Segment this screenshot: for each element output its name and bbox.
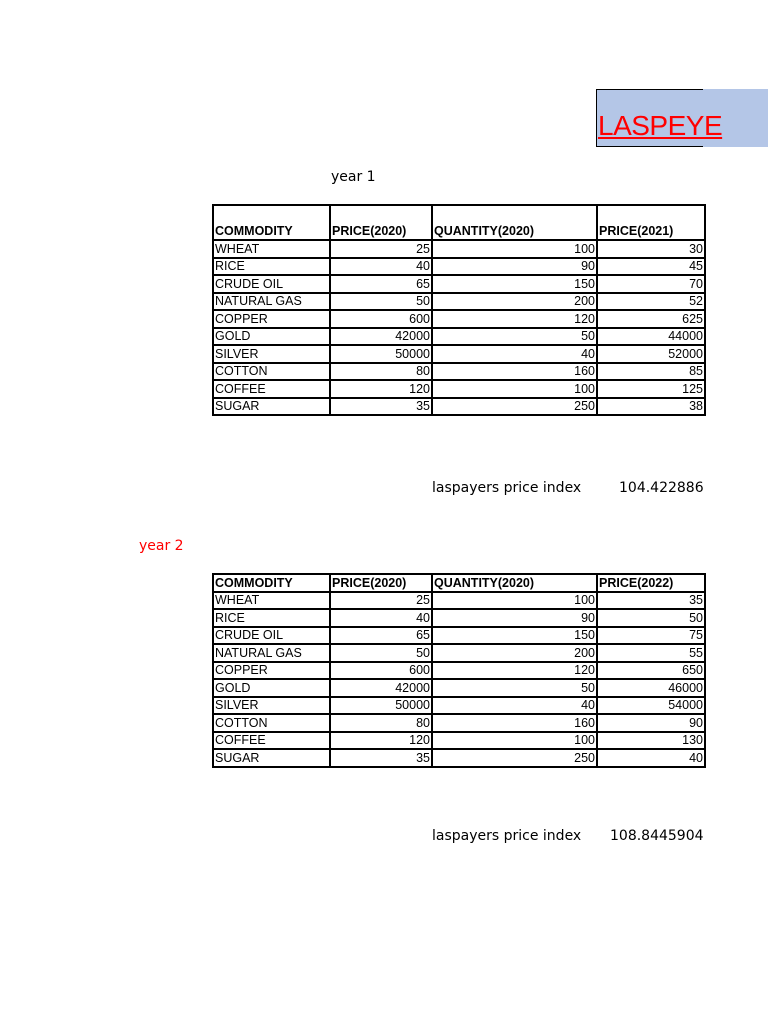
commodity-cell[interactable]: COFFEE [213, 380, 330, 398]
value-cell[interactable]: 35 [330, 398, 432, 416]
value-cell[interactable]: 200 [432, 293, 597, 311]
value-cell[interactable]: 25 [330, 592, 432, 610]
value-cell[interactable]: 44000 [597, 328, 705, 346]
title-cell[interactable] [596, 89, 723, 147]
value-cell[interactable]: 120 [330, 380, 432, 398]
value-cell[interactable]: 160 [432, 363, 597, 381]
value-cell[interactable]: 25 [330, 240, 432, 258]
table-row [213, 345, 705, 363]
commodity-cell[interactable]: WHEAT [213, 592, 330, 610]
value-cell[interactable]: 50 [597, 609, 705, 627]
commodity-cell[interactable]: RICE [213, 258, 330, 276]
column-header[interactable]: QUANTITY(2020) [432, 205, 597, 240]
value-cell[interactable]: 90 [432, 609, 597, 627]
value-cell[interactable]: 40 [432, 345, 597, 363]
value-cell[interactable]: 600 [330, 662, 432, 680]
column-header[interactable]: PRICE(2020) [330, 574, 432, 592]
year-2-index-value: 108.8445904 [610, 828, 704, 844]
year-1-table [212, 204, 706, 416]
value-cell[interactable]: 46000 [597, 679, 705, 697]
commodity-cell[interactable]: COPPER [213, 310, 330, 328]
table-row [213, 310, 705, 328]
year-1-index-value: 104.422886 [619, 480, 704, 496]
value-cell[interactable]: 200 [432, 644, 597, 662]
commodity-cell[interactable]: WHEAT [213, 240, 330, 258]
table-row [213, 732, 705, 750]
column-header[interactable]: PRICE(2021) [597, 205, 705, 240]
value-cell[interactable]: 650 [597, 662, 705, 680]
year-1-label: year 1 [331, 169, 376, 185]
commodity-cell[interactable]: NATURAL GAS [213, 644, 330, 662]
value-cell[interactable]: 65 [330, 627, 432, 645]
value-cell[interactable]: 40 [597, 749, 705, 767]
value-cell[interactable]: 120 [330, 732, 432, 750]
table-row [213, 398, 705, 416]
value-cell[interactable]: 42000 [330, 328, 432, 346]
commodity-cell[interactable]: SUGAR [213, 398, 330, 416]
year-2-label: year 2 [139, 538, 184, 554]
column-header[interactable]: QUANTITY(2020) [432, 574, 597, 592]
table-row [213, 275, 705, 293]
sheet-title: LASPEYE [598, 110, 723, 141]
table-row [213, 714, 705, 732]
table-row [213, 627, 705, 645]
value-cell[interactable]: 40 [330, 258, 432, 276]
value-cell[interactable]: 65 [330, 275, 432, 293]
value-cell[interactable]: 250 [432, 398, 597, 416]
value-cell[interactable]: 52000 [597, 345, 705, 363]
commodity-cell[interactable]: SILVER [213, 697, 330, 715]
commodity-cell[interactable]: NATURAL GAS [213, 293, 330, 311]
value-cell[interactable]: 250 [432, 749, 597, 767]
value-cell[interactable]: 85 [597, 363, 705, 381]
year-2-table [212, 573, 706, 768]
value-cell[interactable]: 120 [432, 310, 597, 328]
table-row [213, 662, 705, 680]
value-cell[interactable]: 600 [330, 310, 432, 328]
value-cell[interactable]: 50 [432, 679, 597, 697]
commodity-cell[interactable]: SUGAR [213, 749, 330, 767]
year-1-index-label: laspayers price index [432, 480, 582, 496]
commodity-cell[interactable]: COFFEE [213, 732, 330, 750]
value-cell[interactable]: 130 [597, 732, 705, 750]
table-row [213, 609, 705, 627]
value-cell[interactable]: 125 [597, 380, 705, 398]
value-cell[interactable]: 150 [432, 275, 597, 293]
commodity-cell[interactable]: CRUDE OIL [213, 627, 330, 645]
commodity-cell[interactable]: COPPER [213, 662, 330, 680]
commodity-cell[interactable]: RICE [213, 609, 330, 627]
table-row [213, 258, 705, 276]
commodity-cell[interactable]: GOLD [213, 679, 330, 697]
table-row [213, 592, 705, 610]
column-header[interactable]: PRICE(2020) [330, 205, 432, 240]
table-row [213, 644, 705, 662]
column-header[interactable]: PRICE(2022) [597, 574, 705, 592]
table-row [213, 240, 705, 258]
value-cell[interactable]: 70 [597, 275, 705, 293]
value-cell[interactable]: 50 [330, 293, 432, 311]
value-cell[interactable]: 100 [432, 732, 597, 750]
table-row [213, 679, 705, 697]
value-cell[interactable]: 90 [597, 714, 705, 732]
value-cell[interactable]: 50000 [330, 345, 432, 363]
value-cell[interactable]: 75 [597, 627, 705, 645]
value-cell[interactable]: 35 [597, 592, 705, 610]
commodity-cell[interactable]: CRUDE OIL [213, 275, 330, 293]
value-cell[interactable]: 80 [330, 363, 432, 381]
value-cell[interactable]: 55 [597, 644, 705, 662]
value-cell[interactable]: 100 [432, 380, 597, 398]
value-cell[interactable]: 120 [432, 662, 597, 680]
value-cell[interactable]: 38 [597, 398, 705, 416]
table-row [213, 363, 705, 381]
value-cell[interactable]: 50 [330, 644, 432, 662]
table-row [213, 697, 705, 715]
value-cell[interactable]: 150 [432, 627, 597, 645]
value-cell[interactable]: 40 [432, 697, 597, 715]
commodity-cell[interactable]: SILVER [213, 345, 330, 363]
value-cell[interactable]: 90 [432, 258, 597, 276]
value-cell[interactable]: 54000 [597, 697, 705, 715]
value-cell[interactable]: 100 [432, 592, 597, 610]
table-row [213, 749, 705, 767]
value-cell[interactable]: 35 [330, 749, 432, 767]
title-banner [596, 89, 768, 147]
value-cell[interactable]: 40 [330, 609, 432, 627]
value-cell[interactable]: 50000 [330, 697, 432, 715]
value-cell[interactable]: 42000 [330, 679, 432, 697]
value-cell[interactable]: 52 [597, 293, 705, 311]
column-header[interactable]: COMMODITY [213, 574, 330, 592]
value-cell[interactable]: 45 [597, 258, 705, 276]
header-row [213, 574, 705, 592]
commodity-cell[interactable]: COTTON [213, 363, 330, 381]
value-cell[interactable]: 160 [432, 714, 597, 732]
value-cell[interactable]: 50 [432, 328, 597, 346]
value-cell[interactable]: 30 [597, 240, 705, 258]
value-cell[interactable]: 100 [432, 240, 597, 258]
table-row [213, 380, 705, 398]
table-row [213, 328, 705, 346]
year-2-index-label: laspayers price index [432, 828, 582, 844]
commodity-cell[interactable]: COTTON [213, 714, 330, 732]
column-header[interactable]: COMMODITY [213, 205, 330, 240]
commodity-cell[interactable]: GOLD [213, 328, 330, 346]
value-cell[interactable]: 80 [330, 714, 432, 732]
value-cell[interactable]: 625 [597, 310, 705, 328]
header-row [213, 205, 705, 240]
table-row [213, 293, 705, 311]
